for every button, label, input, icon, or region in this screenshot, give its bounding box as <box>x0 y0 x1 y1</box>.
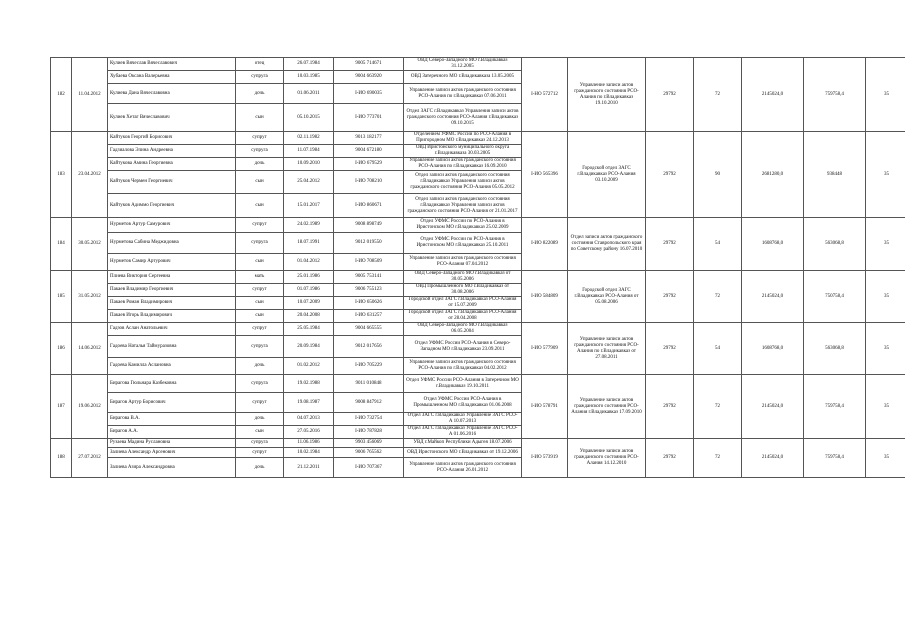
member-document: 9008 898749 <box>334 218 404 233</box>
member-birthdate: 19.08.1987 <box>284 393 334 413</box>
member-issued-by: ОВД Иристонского муниципального округа г.Владикавказа 30.03.2005 <box>404 145 522 158</box>
record-date: 27.07.2012 <box>72 439 108 478</box>
member-name: Нурметов Самир Артурович <box>108 254 236 271</box>
record-certificate: I-ИО 573919 <box>522 439 568 478</box>
member-document: I-ИО 787828 <box>334 426 404 439</box>
record-code: 29792 <box>646 132 694 218</box>
member-relation: сын <box>236 194 284 218</box>
table-row <box>51 58 905 71</box>
record-share: 750758,4 <box>804 271 866 323</box>
record-code: 29792 <box>646 218 694 271</box>
member-document: I-ИО 690035 <box>334 84 404 104</box>
member-birthdate: 25.04.2012 <box>284 171 334 194</box>
member-birthdate: 10.03.1985 <box>284 71 334 84</box>
member-name: Пакаев Роман Владимирович <box>108 297 236 310</box>
member-relation: сын <box>236 171 284 194</box>
member-document: 9008 847912 <box>334 393 404 413</box>
member-issued-by: Отдел ЗАГС г.Владикавказ Управление ЗАГС РСО-А 10.07.2013 <box>404 413 522 426</box>
member-birthdate: 26.07.1984 <box>284 58 334 71</box>
member-document: 9005 753141 <box>334 271 404 284</box>
member-relation: супруга <box>236 233 284 254</box>
member-relation: сын <box>236 310 284 323</box>
member-issued-by: ОВД Затеречного МО г.Владикавказа 13.05.2005 <box>404 71 522 84</box>
member-issued-by: Управление записи актов гражданского состояния РСО-Алания 07.04.2012 <box>404 254 522 271</box>
member-document: 9005 714671 <box>334 58 404 71</box>
table-row <box>51 218 905 233</box>
record-area: 90 <box>694 132 742 218</box>
member-name: Пакаев Владимир Георгиевич <box>108 284 236 297</box>
member-relation: дочь <box>236 458 284 478</box>
member-birthdate: 25.01.1986 <box>284 271 334 284</box>
member-document: I-ИО 773701 <box>334 104 404 132</box>
record-sum: 2145024,0 <box>742 271 804 323</box>
member-document: 9012 017656 <box>334 336 404 358</box>
member-birthdate: 01.06.2011 <box>284 84 334 104</box>
record-area: 72 <box>694 439 742 478</box>
member-birthdate: 11.07.1984 <box>284 145 334 158</box>
member-relation: мать <box>236 271 284 284</box>
member-relation: супруг <box>236 323 284 336</box>
member-birthdate: 21.12.2011 <box>284 458 334 478</box>
record-number: 182 <box>51 58 72 132</box>
record-number: 185 <box>51 271 72 323</box>
record-percent: 35 <box>866 439 905 478</box>
record-number: 186 <box>51 323 72 375</box>
member-birthdate: 10.07.2009 <box>284 297 334 310</box>
table-row <box>51 439 905 448</box>
member-issued-by: Отдел УФМС России РСО-Алания в Затеречном МО г.Владикавказ 19.10.2011 <box>404 375 522 393</box>
member-birthdate: 27.05.2016 <box>284 426 334 439</box>
member-relation: сын <box>236 426 284 439</box>
member-issued-by: Отдел УФМС России по РСО-Алания в Иристонском МО г.Владикавказ 25.10.2011 <box>404 233 522 254</box>
record-area: 54 <box>694 218 742 271</box>
record-sum: 2681280,0 <box>742 132 804 218</box>
member-document: 9004 663920 <box>334 71 404 84</box>
member-birthdate: 20.04.2008 <box>284 310 334 323</box>
record-date: 14.06.2012 <box>72 323 108 375</box>
record-marriage-registry: Отдел записи актов гражданского состояния Ставропольского края по Советскому району 16.07.2010 <box>568 218 646 271</box>
record-percent: 35 <box>866 323 905 375</box>
record-share: 563068,8 <box>804 218 866 271</box>
member-relation: супруг <box>236 218 284 233</box>
member-name: Кайтукова Амина Георгиевна <box>108 158 236 171</box>
member-document: I-ИО 705229 <box>334 358 404 375</box>
table-row <box>51 323 905 336</box>
member-name: Кайтуков Чермен Георгиевич <box>108 171 236 194</box>
member-name: Бирагов Артур Борисович <box>108 393 236 413</box>
member-name: Хубаева Оксана Валерьевна <box>108 71 236 84</box>
member-issued-by: Управление записи актов гражданского состояния РСО-Алания 26.01.2012 <box>404 458 522 478</box>
record-number: 187 <box>51 375 72 439</box>
record-certificate: I-ИО 584809 <box>522 271 568 323</box>
record-code: 29792 <box>646 439 694 478</box>
member-name: Гадзов Аслан Анатольевич <box>108 323 236 336</box>
record-code: 29792 <box>646 58 694 132</box>
member-birthdate: 10.02.1984 <box>284 448 334 458</box>
record-date: 31.05.2012 <box>72 271 108 323</box>
record-date: 23.04.2012 <box>72 132 108 218</box>
member-relation: супруг <box>236 132 284 145</box>
member-relation: отец <box>236 58 284 71</box>
member-issued-by: Городской отдел ЗАГС г.Владикавказ РСО-Алания от 15.07.2009 <box>404 297 522 310</box>
record-number: 184 <box>51 218 72 271</box>
member-document: I-ИО 679529 <box>334 158 404 171</box>
record-date: 19.06.2012 <box>72 375 108 439</box>
member-birthdate: 10.09.2010 <box>284 158 334 171</box>
record-certificate: I-ИО 822089 <box>522 218 568 271</box>
member-relation: супруга <box>236 336 284 358</box>
record-certificate: I-ИО 577909 <box>522 323 568 375</box>
record-area: 72 <box>694 375 742 439</box>
member-document: 9004 672180 <box>334 145 404 158</box>
member-birthdate: 25.05.1984 <box>284 323 334 336</box>
member-relation: супруг <box>236 448 284 458</box>
member-birthdate: 04.07.2013 <box>284 413 334 426</box>
record-certificate: I-ИО 565396 <box>522 132 568 218</box>
member-issued-by: ОВД Северо-Западного МО г.Владикавказ 06.05.2004 <box>404 323 522 336</box>
member-issued-by: Отдел ЗАГС г.Владикавказ Управление ЗАГС РСО-А 01.06.2016 <box>404 426 522 439</box>
record-share: 759758,4 <box>804 439 866 478</box>
member-issued-by: Отделением УФМС России по РСО-Алания в Пригородном МО г.Владикавказ 24.12.2013 <box>404 132 522 145</box>
member-issued-by: ОВД Северо-Западного МО г.Владикавказ 31.12.2005 <box>404 58 522 71</box>
record-share: 563068,8 <box>804 323 866 375</box>
member-name: Кулиева Дана Вячеславовна <box>108 84 236 104</box>
member-name: Гадзиалова Элина Андреевна <box>108 145 236 158</box>
record-certificate: I-НО 572712 <box>522 58 568 132</box>
member-issued-by: ОВД Иристонского МО г.Владикавказ от 19.12.2006 <box>404 448 522 458</box>
member-relation: сын <box>236 297 284 310</box>
member-document: 9006 755123 <box>334 284 404 297</box>
member-issued-by: Отдел УФМС России по РСО-Алания в Иристонском МО г.Владикавказ 25.02.2009 <box>404 218 522 233</box>
member-relation: супруга <box>236 439 284 448</box>
record-sum: 1608768,0 <box>742 218 804 271</box>
member-issued-by: УВД г.Майкоп Республики Адыгея 18.07.2006 <box>404 439 522 448</box>
record-sum: 2145024,0 <box>742 439 804 478</box>
record-sum: 1608768,0 <box>742 323 804 375</box>
member-birthdate: 24.02.1989 <box>284 218 334 233</box>
record-area: 72 <box>694 58 742 132</box>
member-document: I-ИО 650626 <box>334 297 404 310</box>
member-document: 9006 765562 <box>334 448 404 458</box>
member-issued-by: Отдел ЗАГС г.Владикавказ Управления записи актов гражданского состояния РСО-Алания г.Владикавказ 09.10.2015 <box>404 104 522 132</box>
member-document: I-ИО 732754 <box>334 413 404 426</box>
member-relation: сын <box>236 104 284 132</box>
record-marriage-registry: Управление записи актов гражданского состояния РСО-Алания г.Владикавказ 17.09.2010 <box>568 375 646 439</box>
member-name: Бирагова В.А. <box>108 413 236 426</box>
member-name: Кулиев Хетаг Вячеславович <box>108 104 236 132</box>
record-percent: 35 <box>866 132 905 218</box>
member-birthdate: 05.10.2015 <box>284 104 334 132</box>
member-relation: сын <box>236 254 284 271</box>
member-name: Залиева Александр Арсенович <box>108 448 236 458</box>
member-name: Бирагов А.А. <box>108 426 236 439</box>
member-name: Нурметов Артур Самурович <box>108 218 236 233</box>
member-name: Плиева Виктория Сергеевна <box>108 271 236 284</box>
member-issued-by: Городской отдел ЗАГС г.Владикавказ РСО-Алания от 28.04.2008 <box>404 310 522 323</box>
member-document: 9012 019550 <box>334 233 404 254</box>
record-code: 29792 <box>646 271 694 323</box>
record-marriage-registry: Городской отдел ЗАГС г.Владикавказ РСО-Алания от 05.08.2006 <box>568 271 646 323</box>
member-birthdate: 02.11.1982 <box>284 132 334 145</box>
member-issued-by: Управление записи актов гражданского состояния РСО-Алания по г.Владикавказ 07.06.2011 <box>404 84 522 104</box>
record-date: 30.05.2012 <box>72 218 108 271</box>
record-marriage-registry: Управление записи актов гражданского состояния РСО-Алания по г.Владикавказ от 27.08.2011 <box>568 323 646 375</box>
record-share: 938448 <box>804 132 866 218</box>
member-relation: супруга <box>236 375 284 393</box>
member-document: 9013 182177 <box>334 132 404 145</box>
record-marriage-registry: Управление записи актов гражданского состояния РСО-Алания 14.12.2010 <box>568 439 646 478</box>
member-birthdate: 01.04.2012 <box>284 254 334 271</box>
member-name: Нурметова Сабина Меджидовна <box>108 233 236 254</box>
member-issued-by: Отдел УФМС России РСО-Алания в Северо-Западном МО г.Владикавказ 23.09.2011 <box>404 336 522 358</box>
record-code: 29792 <box>646 323 694 375</box>
record-marriage-registry: Городской отдел ЗАГС г.Владикавказ РСО-Алания 03.10.2009 <box>568 132 646 218</box>
member-issued-by: ОВД Северо-Западного МО г.Владикавказ от 30.05.2006 <box>404 271 522 284</box>
record-certificate: I-ИО 578791 <box>522 375 568 439</box>
member-issued-by: Отдел УФМС России РСО-Алания в Промышленном МО г.Владикавказ 01.06.2008 <box>404 393 522 413</box>
member-document: I-ИО 707367 <box>334 458 404 478</box>
record-share: 759758,4 <box>804 375 866 439</box>
record-date: 11.04.2012 <box>72 58 108 132</box>
member-birthdate: 19.02.1988 <box>284 375 334 393</box>
record-marriage-registry: Управление записи актов гражданского состояния РСО-Алания по г.Владикавказ 19.10.2010 <box>568 58 646 132</box>
member-document: I-ИО 860671 <box>334 194 404 218</box>
member-birthdate: 01.02.2012 <box>284 358 334 375</box>
member-name: Кайтуков Георгий Борисович <box>108 132 236 145</box>
member-relation: супруг <box>236 393 284 413</box>
member-relation: дочь <box>236 358 284 375</box>
member-issued-by: Отдел записи актов гражданского состояния г.Владикавказ Управления записи актов гражданского состояния РСО-Алания 05.05.2012 <box>404 171 522 194</box>
member-document: I-ИО 631257 <box>334 310 404 323</box>
record-percent: 35 <box>866 271 905 323</box>
member-issued-by: ОВД Промышленного МО г.Владикавказ от 30.08.2006 <box>404 284 522 297</box>
member-birthdate: 15.01.2017 <box>284 194 334 218</box>
record-percent: 35 <box>866 218 905 271</box>
member-name: Пакаев Игорь Владимирович <box>108 310 236 323</box>
member-issued-by: Отдел записи актов гражданского состояния г.Владикавказ Управления записи актов гражданского состояния РСО-Алания от 21.01.2017 <box>404 194 522 218</box>
table-row <box>51 375 905 393</box>
family-registry-table <box>50 57 905 478</box>
member-name: Бирагова Гюльнара Казбековна <box>108 375 236 393</box>
member-relation: дочь <box>236 84 284 104</box>
member-relation: супруга <box>236 71 284 84</box>
record-share: 759758,4 <box>804 58 866 132</box>
record-number: 183 <box>51 132 72 218</box>
member-document: I-ИО 708210 <box>334 171 404 194</box>
record-sum: 2145024,0 <box>742 58 804 132</box>
record-number: 188 <box>51 439 72 478</box>
member-name: Кулиев Вячеслав Вячеславович <box>108 58 236 71</box>
member-relation: супруга <box>236 145 284 158</box>
member-relation: дочь <box>236 413 284 426</box>
member-name: Гадоева Наталья Таймуразовна <box>108 336 236 358</box>
member-name: Залиева Азира Александровна <box>108 458 236 478</box>
member-relation: супруг <box>236 284 284 297</box>
record-code: 29792 <box>646 375 694 439</box>
record-percent: 35 <box>866 375 905 439</box>
record-percent: 35 <box>866 58 905 132</box>
member-document: I-ИО 708509 <box>334 254 404 271</box>
record-sum: 2145024,0 <box>742 375 804 439</box>
member-birthdate: 20.09.1984 <box>284 336 334 358</box>
member-issued-by: Управление записи актов гражданского состояния РСО-Алания по г.Владикавказ 04.02.2012 <box>404 358 522 375</box>
record-area: 72 <box>694 271 742 323</box>
table-row <box>51 271 905 284</box>
member-document: 9011 010848 <box>334 375 404 393</box>
member-document: 9903 456069 <box>334 439 404 448</box>
member-document: 9004 665555 <box>334 323 404 336</box>
member-issued-by: Управление записи актов гражданского состояния РСО-Алания по г.Владикавказ 16.09.2010 <box>404 158 522 171</box>
member-birthdate: 01.07.1986 <box>284 284 334 297</box>
member-birthdate: 18.07.1991 <box>284 233 334 254</box>
table-row <box>51 132 905 145</box>
member-name: Рузаева Мадина Руслановна <box>108 439 236 448</box>
member-relation: дочь <box>236 158 284 171</box>
record-area: 54 <box>694 323 742 375</box>
member-name: Гадоева Камилла Аслановна <box>108 358 236 375</box>
member-name: Кайтуков Адиммо Георгиевич <box>108 194 236 218</box>
member-birthdate: 11.06.1986 <box>284 439 334 448</box>
